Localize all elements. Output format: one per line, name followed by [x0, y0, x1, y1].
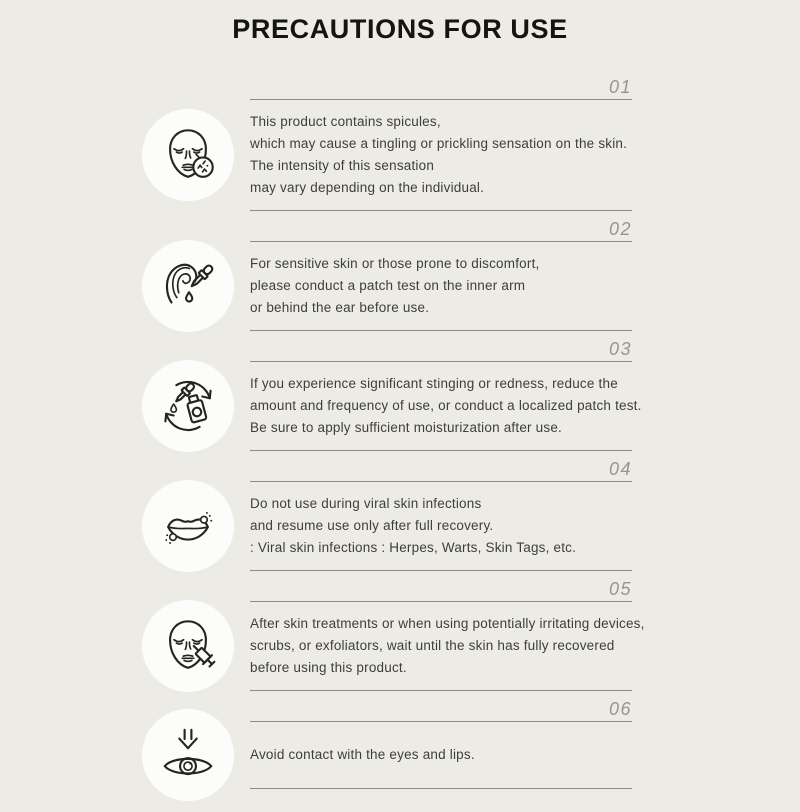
precaution-section-03 [0, 331, 800, 451]
precaution-text-line: Avoid contact with the eyes and lips. [250, 747, 475, 762]
divider-line [250, 788, 632, 789]
section-number: 02 [608, 219, 632, 239]
face-syringe-icon [157, 615, 219, 677]
precaution-text-line: before using this product. [250, 660, 407, 675]
precaution-text-line: For sensitive skin or those prone to discomfort, [250, 256, 540, 271]
precaution-section-01 [0, 69, 800, 211]
precaution-text-line: please conduct a patch test on the inner arm [250, 278, 526, 293]
precaution-section-05 [0, 571, 800, 691]
precaution-text-line: This product contains spicules, [250, 114, 441, 129]
precaution-text-line: and resume use only after full recovery. [250, 518, 494, 533]
precaution-text-line: may vary depending on the individual. [250, 180, 485, 195]
precaution-text-line: or behind the ear before use. [250, 300, 430, 315]
precaution-section-04 [0, 451, 800, 571]
section-number: 03 [608, 339, 632, 359]
precaution-text-line: which may cause a tingling or prickling sensation on the skin. [250, 136, 628, 151]
precaution-text-line: Be sure to apply sufficient moisturization after use. [250, 420, 563, 435]
precaution-text-line: : Viral skin infections : Herpes, Warts, Skin Tags, etc. [250, 540, 577, 555]
precaution-text-line: amount and frequency of use, or conduct a localized patch test. [250, 398, 642, 413]
lips-blister-icon [157, 495, 219, 557]
precaution-section-06 [0, 691, 800, 789]
eye-down-arrow-icon [157, 724, 219, 786]
precaution-text-line: scrubs, or exfoliators, wait until the skin has fully recovered [250, 638, 615, 653]
precautions-list [0, 69, 800, 789]
section-number: 01 [608, 77, 632, 97]
precaution-text-line: If you experience significant stinging or redness, reduce the [250, 376, 618, 391]
face-magnifier-spicules-icon [157, 124, 219, 186]
precaution-text-line: Do not use during viral skin infections [250, 496, 482, 511]
section-number: 04 [608, 459, 632, 479]
dropper-bottle-cycle-icon [157, 375, 219, 437]
ear-dropper-icon [157, 255, 219, 317]
precaution-text-line: The intensity of this sensation [250, 158, 435, 173]
page-title: PRECAUTIONS FOR USE [232, 14, 568, 44]
precaution-text-line: After skin treatments or when using potentially irritating devices, [250, 616, 645, 631]
precaution-section-02 [0, 211, 800, 331]
section-number: 05 [608, 579, 632, 599]
section-number: 06 [608, 699, 632, 719]
